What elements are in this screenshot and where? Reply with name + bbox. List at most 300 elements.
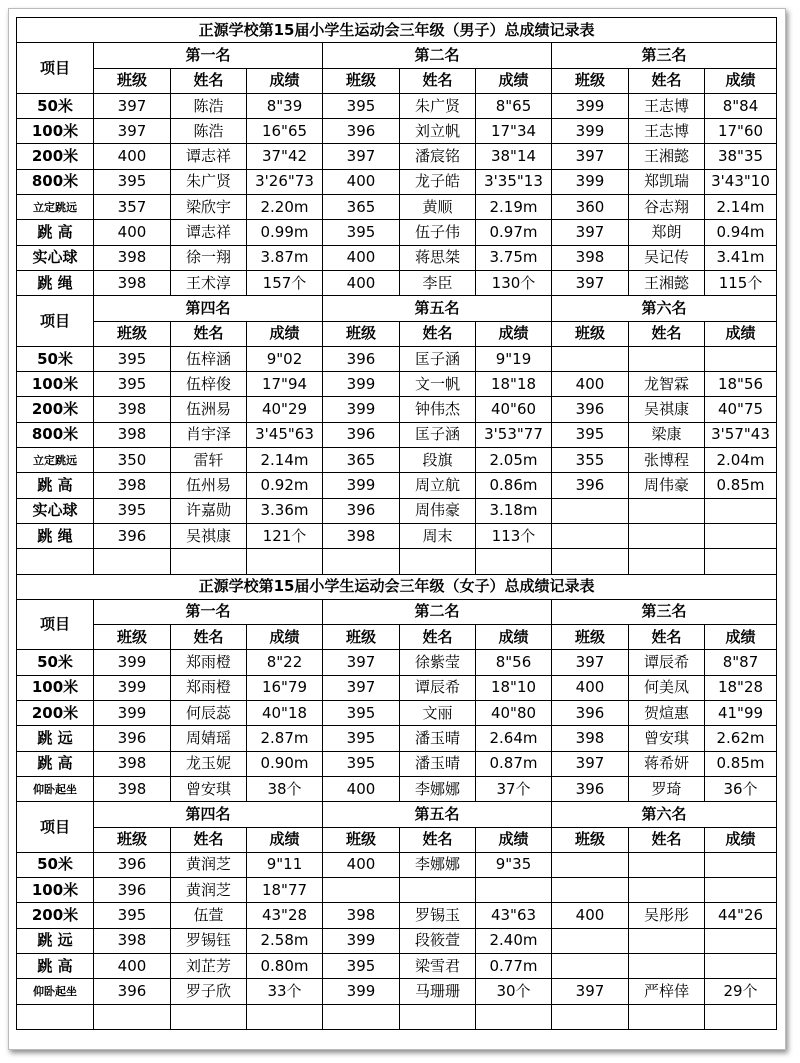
athlete-name-cell: 黄润芝	[171, 878, 247, 903]
class-cell: 396	[323, 119, 400, 144]
event-name: 实心球	[17, 498, 94, 523]
class-cell: 399	[552, 169, 629, 194]
athlete-name-cell: 何美凤	[629, 675, 705, 700]
athlete-name-cell: 王湘懿	[629, 144, 705, 169]
event-name: 跳 远	[17, 726, 94, 751]
rank-header: 第六名	[552, 802, 777, 827]
class-cell: 397	[552, 220, 629, 245]
score-cell: 9"11	[247, 852, 323, 877]
athlete-name-cell: 王志博	[629, 93, 705, 118]
score-cell	[476, 878, 552, 903]
event-name: 200米	[17, 397, 94, 422]
rank-header-row	[17, 43, 777, 68]
class-cell	[94, 549, 171, 574]
athlete-name-cell: 陈浩	[171, 93, 247, 118]
table-row	[17, 195, 777, 220]
table-row	[17, 650, 777, 675]
class-cell: 397	[94, 93, 171, 118]
event-name: 跳 高	[17, 220, 94, 245]
name-header: 姓名	[400, 68, 476, 93]
class-cell	[552, 1004, 629, 1029]
class-cell: 395	[323, 701, 400, 726]
score-cell	[705, 852, 777, 877]
score-cell: 40"75	[705, 397, 777, 422]
score-cell: 8"65	[476, 93, 552, 118]
class-cell: 400	[323, 776, 400, 801]
project-header: 项目	[17, 599, 94, 650]
class-cell: 398	[552, 245, 629, 270]
score-header: 成绩	[476, 827, 552, 852]
class-cell: 395	[323, 220, 400, 245]
score-header: 成绩	[705, 321, 777, 346]
event-name	[17, 1004, 94, 1029]
athlete-name-cell: 梁雪君	[400, 953, 476, 978]
score-cell	[705, 878, 777, 903]
athlete-name-cell: 伍梓俊	[171, 372, 247, 397]
score-cell: 0.87m	[476, 751, 552, 776]
athlete-name-cell: 周伟豪	[400, 498, 476, 523]
table-row	[17, 448, 777, 473]
class-cell: 400	[552, 675, 629, 700]
class-header: 班级	[323, 625, 400, 650]
table-row	[17, 903, 777, 928]
class-cell: 399	[323, 928, 400, 953]
class-cell: 397	[323, 675, 400, 700]
athlete-name-cell: 段旗	[400, 448, 476, 473]
table-row	[17, 726, 777, 751]
class-cell: 397	[323, 650, 400, 675]
class-cell: 400	[94, 953, 171, 978]
table-row	[17, 878, 777, 903]
score-cell: 157个	[247, 270, 323, 295]
name-header: 姓名	[171, 625, 247, 650]
athlete-name-cell: 肖宇泽	[171, 422, 247, 447]
score-cell: 18"10	[476, 675, 552, 700]
table-row	[17, 751, 777, 776]
class-cell	[552, 928, 629, 953]
class-cell: 398	[94, 928, 171, 953]
class-header: 班级	[323, 68, 400, 93]
class-cell: 397	[552, 751, 629, 776]
class-cell: 398	[94, 397, 171, 422]
class-cell: 395	[94, 903, 171, 928]
athlete-name-cell: 梁欣宇	[171, 195, 247, 220]
class-cell: 400	[323, 169, 400, 194]
class-cell: 397	[552, 650, 629, 675]
score-cell: 40"80	[476, 701, 552, 726]
rank-header: 第二名	[323, 43, 552, 68]
athlete-name-cell: 罗锡玉	[400, 903, 476, 928]
score-cell: 9"35	[476, 852, 552, 877]
section-title-row	[17, 18, 777, 43]
name-header: 姓名	[629, 68, 705, 93]
class-cell: 357	[94, 195, 171, 220]
athlete-name-cell	[400, 549, 476, 574]
score-cell: 8"87	[705, 650, 777, 675]
athlete-name-cell: 谭辰希	[629, 650, 705, 675]
athlete-name-cell	[629, 953, 705, 978]
athlete-name-cell: 李臣	[400, 270, 476, 295]
event-name: 200米	[17, 144, 94, 169]
score-cell	[705, 928, 777, 953]
athlete-name-cell: 文丽	[400, 701, 476, 726]
athlete-name-cell: 龙智霖	[629, 372, 705, 397]
athlete-name-cell: 潘玉晴	[400, 726, 476, 751]
score-cell: 0.94m	[705, 220, 777, 245]
event-name: 跳 高	[17, 473, 94, 498]
name-header: 姓名	[400, 321, 476, 346]
rank-header: 第一名	[94, 43, 323, 68]
athlete-name-cell: 王志博	[629, 119, 705, 144]
event-name: 实心球	[17, 245, 94, 270]
event-name: 跳 远	[17, 928, 94, 953]
rank-header: 第四名	[94, 296, 323, 321]
score-cell: 38"14	[476, 144, 552, 169]
class-cell: 397	[552, 144, 629, 169]
name-header: 姓名	[629, 625, 705, 650]
athlete-name-cell: 许嘉勋	[171, 498, 247, 523]
score-cell: 30个	[476, 979, 552, 1004]
table-row	[17, 953, 777, 978]
score-cell: 0.86m	[476, 473, 552, 498]
event-name: 200米	[17, 701, 94, 726]
results-record-sheet	[16, 17, 777, 1030]
class-cell: 400	[323, 245, 400, 270]
score-cell: 29个	[705, 979, 777, 1004]
event-name: 跳 高	[17, 953, 94, 978]
class-cell: 399	[552, 119, 629, 144]
event-name: 100米	[17, 119, 94, 144]
class-cell: 398	[94, 270, 171, 295]
class-cell: 396	[94, 979, 171, 1004]
class-cell: 400	[94, 144, 171, 169]
event-name: 800米	[17, 422, 94, 447]
athlete-name-cell: 伍梓涵	[171, 346, 247, 371]
athlete-name-cell: 朱广贤	[171, 169, 247, 194]
class-cell: 396	[94, 878, 171, 903]
class-cell	[552, 549, 629, 574]
event-name: 50米	[17, 346, 94, 371]
athlete-name-cell: 罗琦	[629, 776, 705, 801]
table-row	[17, 498, 777, 523]
athlete-name-cell	[629, 878, 705, 903]
score-cell: 8"84	[705, 93, 777, 118]
score-cell: 37"42	[247, 144, 323, 169]
score-cell: 2.20m	[247, 195, 323, 220]
class-cell	[552, 852, 629, 877]
class-cell: 396	[323, 422, 400, 447]
class-cell: 396	[552, 397, 629, 422]
score-cell: 18"56	[705, 372, 777, 397]
rank-header: 第三名	[552, 43, 777, 68]
athlete-name-cell: 谭志祥	[171, 144, 247, 169]
class-cell: 395	[94, 169, 171, 194]
athlete-name-cell: 李娜娜	[400, 852, 476, 877]
score-cell: 0.80m	[247, 953, 323, 978]
class-cell: 396	[323, 498, 400, 523]
class-header: 班级	[94, 625, 171, 650]
athlete-name-cell: 伍州易	[171, 473, 247, 498]
table-row	[17, 852, 777, 877]
class-cell: 399	[94, 650, 171, 675]
athlete-name-cell: 潘宸铭	[400, 144, 476, 169]
event-name: 跳 绳	[17, 270, 94, 295]
section-title: 正源学校第15届小学生运动会三年级（男子）总成绩记录表	[17, 18, 777, 43]
event-name: 立定跳远	[17, 448, 94, 473]
score-cell	[247, 549, 323, 574]
table-row	[17, 701, 777, 726]
class-cell: 360	[552, 195, 629, 220]
athlete-name-cell: 刘芷芳	[171, 953, 247, 978]
score-cell	[476, 549, 552, 574]
table-row	[17, 93, 777, 118]
event-name: 50米	[17, 650, 94, 675]
score-header: 成绩	[247, 625, 323, 650]
rank-header: 第四名	[94, 802, 323, 827]
name-header: 姓名	[629, 321, 705, 346]
score-cell	[247, 1004, 323, 1029]
class-cell: 397	[94, 119, 171, 144]
athlete-name-cell: 马珊珊	[400, 979, 476, 1004]
table-row	[17, 245, 777, 270]
event-name: 50米	[17, 852, 94, 877]
rank-header: 第五名	[323, 296, 552, 321]
class-cell: 395	[94, 346, 171, 371]
athlete-name-cell: 谭辰希	[400, 675, 476, 700]
score-cell: 40"29	[247, 397, 323, 422]
class-cell: 396	[94, 726, 171, 751]
class-cell: 397	[552, 979, 629, 1004]
class-cell: 395	[323, 953, 400, 978]
athlete-name-cell: 雷轩	[171, 448, 247, 473]
athlete-name-cell: 潘玉晴	[400, 751, 476, 776]
rank-header: 第三名	[552, 599, 777, 624]
column-header-row	[17, 68, 777, 93]
class-cell: 397	[323, 144, 400, 169]
score-cell: 3'45"63	[247, 422, 323, 447]
score-header: 成绩	[247, 827, 323, 852]
score-cell: 18"18	[476, 372, 552, 397]
event-name: 立定跳远	[17, 195, 94, 220]
name-header: 姓名	[400, 827, 476, 852]
project-header: 项目	[17, 43, 94, 94]
score-cell: 16"65	[247, 119, 323, 144]
class-header: 班级	[94, 68, 171, 93]
athlete-name-cell: 伍萱	[171, 903, 247, 928]
athlete-name-cell	[629, 498, 705, 523]
score-cell: 43"28	[247, 903, 323, 928]
athlete-name-cell: 曾安琪	[171, 776, 247, 801]
table-row	[17, 119, 777, 144]
class-header: 班级	[552, 321, 629, 346]
score-cell: 3'35"13	[476, 169, 552, 194]
score-header: 成绩	[476, 625, 552, 650]
class-cell	[323, 1004, 400, 1029]
score-cell: 0.97m	[476, 220, 552, 245]
class-cell: 395	[552, 422, 629, 447]
score-cell: 2.64m	[476, 726, 552, 751]
score-cell: 37个	[476, 776, 552, 801]
class-header: 班级	[323, 321, 400, 346]
score-cell: 0.90m	[247, 751, 323, 776]
score-cell: 17"34	[476, 119, 552, 144]
score-cell: 2.40m	[476, 928, 552, 953]
athlete-name-cell: 郑雨橙	[171, 650, 247, 675]
class-cell: 397	[552, 270, 629, 295]
class-cell: 398	[94, 473, 171, 498]
score-cell: 16"79	[247, 675, 323, 700]
score-cell: 18"77	[247, 878, 323, 903]
class-cell: 396	[552, 473, 629, 498]
athlete-name-cell: 罗子欣	[171, 979, 247, 1004]
class-cell	[94, 1004, 171, 1029]
score-header: 成绩	[247, 321, 323, 346]
class-cell	[323, 878, 400, 903]
event-name: 仰卧起坐	[17, 979, 94, 1004]
score-cell: 113个	[476, 523, 552, 548]
athlete-name-cell: 蒋思桀	[400, 245, 476, 270]
athlete-name-cell: 何辰蕊	[171, 701, 247, 726]
class-cell: 400	[323, 270, 400, 295]
score-cell: 3.41m	[705, 245, 777, 270]
project-header: 项目	[17, 802, 94, 853]
class-cell: 396	[552, 701, 629, 726]
rank-header-row	[17, 599, 777, 624]
class-cell: 398	[323, 523, 400, 548]
class-cell: 398	[94, 751, 171, 776]
table-row	[17, 549, 777, 574]
class-cell	[323, 549, 400, 574]
score-cell: 9"19	[476, 346, 552, 371]
name-header: 姓名	[171, 68, 247, 93]
score-cell: 3'26"73	[247, 169, 323, 194]
class-cell: 398	[552, 726, 629, 751]
athlete-name-cell: 严梓倖	[629, 979, 705, 1004]
class-cell: 399	[552, 93, 629, 118]
rank-header-row	[17, 802, 777, 827]
athlete-name-cell: 梁康	[629, 422, 705, 447]
athlete-name-cell: 罗锡钰	[171, 928, 247, 953]
rank-header: 第一名	[94, 599, 323, 624]
score-cell: 0.92m	[247, 473, 323, 498]
table-row	[17, 776, 777, 801]
class-cell: 396	[552, 776, 629, 801]
athlete-name-cell: 谭志祥	[171, 220, 247, 245]
score-header: 成绩	[705, 827, 777, 852]
score-cell	[705, 953, 777, 978]
athlete-name-cell: 王湘懿	[629, 270, 705, 295]
event-name: 800米	[17, 169, 94, 194]
score-cell: 40"18	[247, 701, 323, 726]
athlete-name-cell: 伍子伟	[400, 220, 476, 245]
class-cell	[552, 953, 629, 978]
athlete-name-cell: 龙子皓	[400, 169, 476, 194]
class-cell: 396	[94, 852, 171, 877]
event-name: 跳 绳	[17, 523, 94, 548]
class-cell: 398	[94, 422, 171, 447]
class-cell: 399	[94, 675, 171, 700]
column-header-row	[17, 625, 777, 650]
class-cell: 398	[94, 776, 171, 801]
score-cell: 2.14m	[247, 448, 323, 473]
rank-header: 第五名	[323, 802, 552, 827]
table-row	[17, 346, 777, 371]
class-header: 班级	[323, 827, 400, 852]
score-cell: 18"28	[705, 675, 777, 700]
table-row	[17, 397, 777, 422]
athlete-name-cell: 周立航	[400, 473, 476, 498]
score-cell: 0.85m	[705, 473, 777, 498]
score-header: 成绩	[476, 68, 552, 93]
score-cell: 3'43"10	[705, 169, 777, 194]
score-cell	[705, 498, 777, 523]
score-cell: 3.18m	[476, 498, 552, 523]
event-name	[17, 549, 94, 574]
event-name: 50米	[17, 93, 94, 118]
project-header: 项目	[17, 296, 94, 347]
name-header: 姓名	[400, 625, 476, 650]
column-header-row	[17, 321, 777, 346]
column-header-row	[17, 827, 777, 852]
sheet-body	[17, 18, 777, 1030]
score-cell: 2.58m	[247, 928, 323, 953]
class-cell: 399	[94, 701, 171, 726]
athlete-name-cell: 徐紫莹	[400, 650, 476, 675]
class-cell: 395	[323, 93, 400, 118]
athlete-name-cell: 陈浩	[171, 119, 247, 144]
class-cell: 400	[323, 852, 400, 877]
athlete-name-cell: 郑凯瑞	[629, 169, 705, 194]
score-cell: 3.87m	[247, 245, 323, 270]
table-row	[17, 473, 777, 498]
table-row	[17, 422, 777, 447]
class-cell: 395	[94, 372, 171, 397]
table-row	[17, 270, 777, 295]
athlete-name-cell: 吴彤彤	[629, 903, 705, 928]
athlete-name-cell: 谷志翔	[629, 195, 705, 220]
table-row	[17, 523, 777, 548]
class-cell: 396	[94, 523, 171, 548]
athlete-name-cell	[629, 549, 705, 574]
table-row	[17, 928, 777, 953]
athlete-name-cell: 蒋希妍	[629, 751, 705, 776]
class-cell: 399	[323, 372, 400, 397]
score-cell: 3'53"77	[476, 422, 552, 447]
athlete-name-cell: 龙玉妮	[171, 751, 247, 776]
score-cell: 3.75m	[476, 245, 552, 270]
score-cell: 44"26	[705, 903, 777, 928]
athlete-name-cell: 郑朗	[629, 220, 705, 245]
athlete-name-cell	[629, 852, 705, 877]
score-header: 成绩	[247, 68, 323, 93]
class-cell: 399	[323, 397, 400, 422]
class-cell: 395	[94, 498, 171, 523]
athlete-name-cell: 吴记传	[629, 245, 705, 270]
athlete-name-cell: 李娜娜	[400, 776, 476, 801]
class-cell: 350	[94, 448, 171, 473]
athlete-name-cell: 郑雨橙	[171, 675, 247, 700]
event-name: 100米	[17, 372, 94, 397]
name-header: 姓名	[171, 321, 247, 346]
athlete-name-cell: 曾安琪	[629, 726, 705, 751]
class-cell: 400	[552, 372, 629, 397]
athlete-name-cell	[400, 1004, 476, 1029]
score-cell: 0.99m	[247, 220, 323, 245]
event-name: 100米	[17, 878, 94, 903]
section-title: 正源学校第15届小学生运动会三年级（女子）总成绩记录表	[17, 574, 777, 599]
table-row	[17, 220, 777, 245]
class-cell: 400	[552, 903, 629, 928]
